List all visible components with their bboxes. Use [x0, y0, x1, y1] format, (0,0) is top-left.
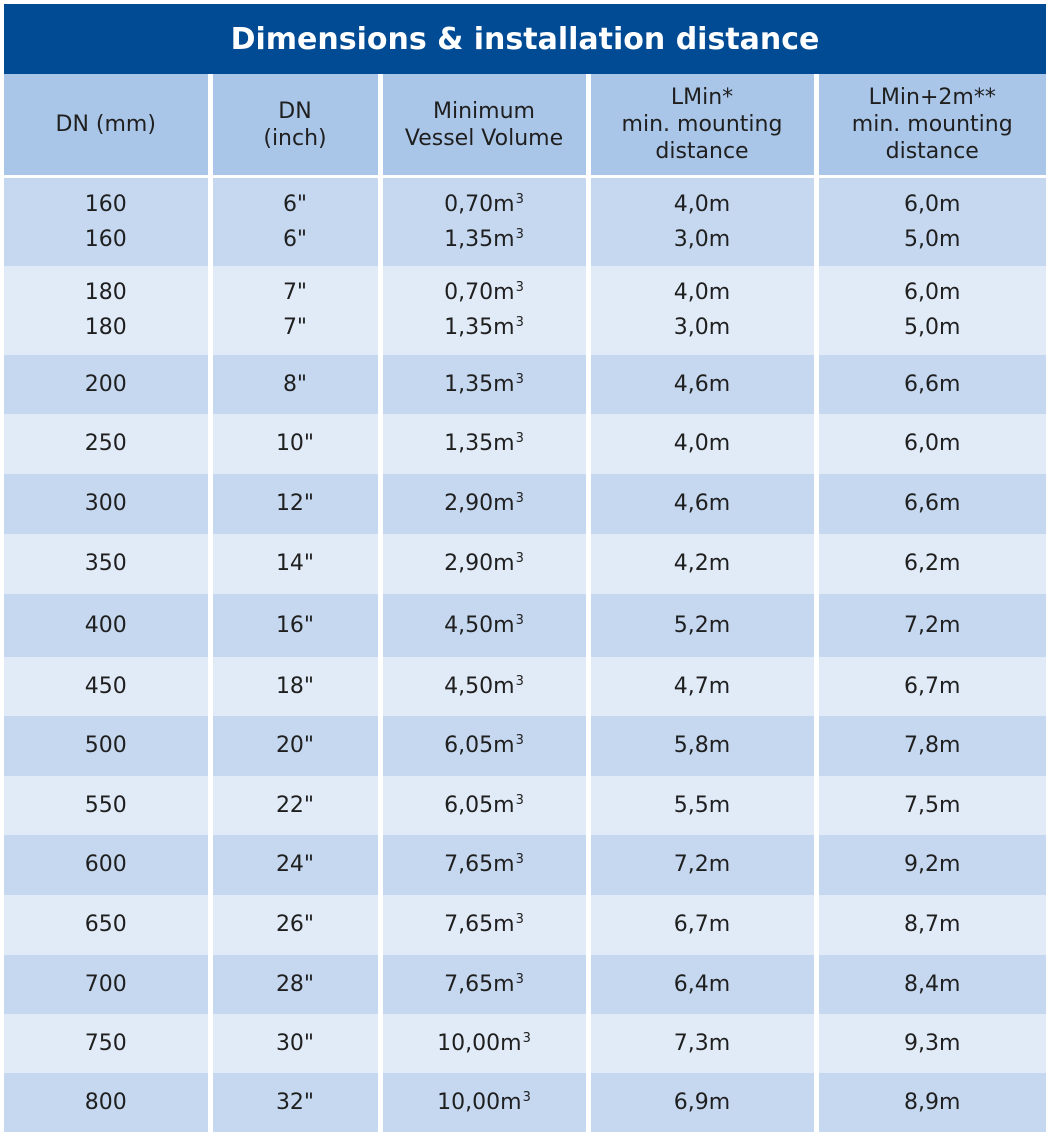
cell-volume — [380, 177, 588, 266]
volume-value — [383, 669, 586, 704]
cell-value: 200 — [84, 371, 127, 397]
cell-lmin — [588, 1073, 816, 1132]
volume-value — [383, 187, 586, 222]
cell-value: 6" — [282, 191, 308, 217]
cell-lmin — [588, 474, 816, 534]
cell-lmin — [588, 534, 816, 594]
cubic-superscript: 3 — [515, 551, 524, 566]
volume-value — [383, 967, 586, 1002]
cell-dn-inch — [210, 716, 380, 776]
volume-value — [383, 310, 586, 345]
cell-value: 24" — [275, 852, 315, 877]
cell-dn-mm — [4, 657, 210, 716]
volume-number: 0,70m — [444, 191, 515, 217]
header-text-line: Minimum — [433, 98, 535, 124]
header-text-line: DN (mm) — [55, 112, 156, 137]
cubic-superscript: 3 — [515, 912, 524, 927]
cell-value: 16" — [275, 612, 315, 638]
cell-value: 5,0m — [904, 315, 961, 340]
cell-lmin — [588, 776, 816, 835]
cell-value: 7" — [282, 280, 308, 305]
table-row — [4, 776, 1046, 835]
cell-dn-inch — [210, 474, 380, 534]
cell-value: 6" — [282, 226, 308, 252]
cell-lmin — [588, 355, 816, 414]
cubic-superscript: 3 — [515, 191, 524, 207]
header-text-line: min. mounting — [621, 112, 783, 137]
cell-volume — [380, 1014, 588, 1073]
cell-lmin — [588, 835, 816, 895]
cell-dn-inch — [210, 1014, 380, 1073]
cell-value: 5,0m — [904, 226, 961, 252]
header-lmin-2m — [816, 74, 1046, 177]
cell-value: 20" — [275, 733, 315, 758]
cell-lmin2 — [816, 895, 1046, 955]
cell-value: 6,7m — [673, 912, 731, 937]
table-row — [4, 895, 1046, 955]
cell-value: 180 — [84, 315, 127, 340]
volume-value — [383, 367, 586, 402]
table-title: Dimensions & installation distance — [4, 4, 1046, 74]
table-row — [4, 266, 1046, 355]
cell-lmin2 — [816, 1073, 1046, 1132]
volume-number: 1,35m — [444, 431, 515, 456]
cell-value: 700 — [84, 971, 127, 997]
cell-lmin — [588, 266, 816, 355]
cell-lmin2 — [816, 955, 1046, 1014]
cell-volume — [380, 716, 588, 776]
cell-value: 450 — [84, 673, 127, 699]
volume-number: 1,35m — [444, 371, 515, 397]
cell-volume — [380, 534, 588, 594]
cell-lmin2 — [816, 1014, 1046, 1073]
cubic-superscript: 3 — [515, 673, 524, 689]
cell-value: 6,6m — [904, 491, 961, 516]
cell-dn-mm — [4, 895, 210, 955]
volume-number: 10,00m — [437, 1089, 522, 1115]
header-text-line: DN — [278, 98, 312, 124]
cell-value: 32" — [275, 1089, 315, 1115]
cell-lmin — [588, 895, 816, 955]
cubic-superscript: 3 — [515, 226, 524, 242]
cell-dn-mm — [4, 414, 210, 474]
volume-value — [383, 608, 586, 643]
table-row — [4, 1073, 1046, 1132]
cell-lmin2 — [816, 534, 1046, 594]
cell-value: 4,7m — [673, 673, 731, 699]
volume-number: 10,00m — [437, 1030, 522, 1056]
cell-value: 8,9m — [904, 1089, 961, 1115]
cell-value: 8" — [282, 371, 308, 397]
header-min-volume — [380, 74, 588, 177]
cell-value: 3,0m — [673, 315, 731, 340]
volume-number: 7,65m — [444, 971, 515, 997]
cell-value: 5,2m — [673, 612, 731, 638]
cell-dn-mm — [4, 594, 210, 657]
cell-value: 600 — [84, 852, 127, 877]
cell-lmin2 — [816, 776, 1046, 835]
cell-lmin2 — [816, 716, 1046, 776]
cell-value: 300 — [84, 491, 127, 516]
cell-value: 6,9m — [673, 1089, 731, 1115]
table-row — [4, 657, 1046, 716]
cell-value: 30" — [275, 1030, 315, 1056]
volume-number: 7,65m — [444, 852, 515, 877]
cell-value: 250 — [84, 431, 127, 456]
cell-dn-inch — [210, 835, 380, 895]
cell-dn-inch — [210, 414, 380, 474]
cell-value: 4,6m — [673, 371, 731, 397]
cell-dn-mm — [4, 534, 210, 594]
cubic-superscript: 3 — [515, 315, 524, 330]
cell-volume — [380, 355, 588, 414]
cell-lmin2 — [816, 414, 1046, 474]
table-row — [4, 177, 1046, 266]
cell-dn-mm — [4, 955, 210, 1014]
cell-value: 26" — [275, 912, 315, 937]
header-text-line: LMin* — [670, 85, 734, 110]
cell-value: 4,0m — [673, 280, 731, 305]
volume-value — [383, 222, 586, 257]
cell-lmin2 — [816, 177, 1046, 266]
header-text-line: distance — [655, 139, 749, 164]
cell-value: 7,8m — [904, 733, 961, 758]
volume-number: 4,50m — [444, 612, 515, 638]
table-row — [4, 716, 1046, 776]
cell-dn-mm — [4, 266, 210, 355]
cell-value: 7,2m — [673, 852, 731, 877]
cell-dn-mm — [4, 474, 210, 534]
cell-lmin2 — [816, 266, 1046, 355]
cell-value: 400 — [84, 612, 127, 638]
volume-value — [383, 486, 586, 521]
cell-value: 22" — [275, 792, 315, 818]
volume-number: 6,05m — [444, 792, 515, 818]
cell-dn-inch — [210, 594, 380, 657]
cell-value: 180 — [84, 280, 127, 305]
volume-value — [383, 1026, 586, 1061]
cell-dn-mm — [4, 355, 210, 414]
cell-volume — [380, 835, 588, 895]
cell-value: 8,7m — [904, 912, 961, 937]
cell-volume — [380, 657, 588, 716]
volume-number: 4,50m — [444, 673, 515, 699]
cell-value: 6,6m — [904, 371, 961, 397]
cell-value: 7" — [282, 315, 308, 340]
cubic-superscript: 3 — [515, 971, 524, 987]
volume-number: 1,35m — [444, 226, 515, 252]
cell-value: 4,0m — [673, 191, 731, 217]
cell-lmin — [588, 716, 816, 776]
cell-dn-mm — [4, 1014, 210, 1073]
cell-dn-inch — [210, 266, 380, 355]
header-text-line: Vessel Volume — [404, 125, 564, 151]
cell-volume — [380, 594, 588, 657]
volume-value — [383, 1085, 586, 1120]
volume-number: 7,65m — [444, 912, 515, 937]
cell-dn-mm — [4, 1073, 210, 1132]
volume-value — [383, 788, 586, 823]
cell-value: 3,0m — [673, 226, 731, 252]
volume-value — [383, 546, 586, 581]
cell-value: 6,7m — [904, 673, 961, 699]
cell-value: 12" — [275, 491, 315, 516]
header-text-line: (inch) — [263, 125, 327, 151]
table-row — [4, 355, 1046, 414]
cubic-superscript: 3 — [522, 1089, 531, 1105]
cell-value: 7,5m — [904, 792, 961, 818]
cell-lmin2 — [816, 835, 1046, 895]
cell-volume — [380, 776, 588, 835]
table-row — [4, 414, 1046, 474]
cell-dn-inch — [210, 657, 380, 716]
cubic-superscript: 3 — [522, 1030, 531, 1046]
volume-number: 6,05m — [444, 733, 515, 758]
cell-lmin2 — [816, 355, 1046, 414]
volume-value — [383, 907, 586, 942]
cell-lmin — [588, 177, 816, 266]
cubic-superscript: 3 — [515, 431, 524, 446]
cell-dn-mm — [4, 716, 210, 776]
cell-value: 550 — [84, 792, 127, 818]
cell-lmin — [588, 657, 816, 716]
cell-lmin — [588, 414, 816, 474]
header-dn-inch — [210, 74, 380, 177]
volume-number: 2,90m — [444, 491, 515, 516]
cell-value: 9,2m — [904, 852, 961, 877]
cell-value: 14" — [275, 551, 315, 576]
cubic-superscript: 3 — [515, 491, 524, 506]
cell-value: 7,3m — [673, 1030, 731, 1056]
cell-value: 6,0m — [904, 191, 961, 217]
cell-value: 160 — [84, 226, 127, 252]
cell-dn-inch — [210, 776, 380, 835]
cell-value: 18" — [275, 673, 315, 699]
cell-value: 6,4m — [673, 971, 731, 997]
volume-number: 2,90m — [444, 551, 515, 576]
cell-dn-inch — [210, 955, 380, 1014]
cell-value: 650 — [84, 912, 127, 937]
cell-lmin — [588, 955, 816, 1014]
cell-volume — [380, 414, 588, 474]
cell-dn-inch — [210, 895, 380, 955]
cell-value: 500 — [84, 733, 127, 758]
cell-value: 4,6m — [673, 491, 731, 516]
cell-volume — [380, 474, 588, 534]
cubic-superscript: 3 — [515, 280, 524, 295]
cell-lmin2 — [816, 594, 1046, 657]
cell-value: 350 — [84, 551, 127, 576]
cell-value: 10" — [275, 431, 315, 456]
cell-value: 800 — [84, 1089, 127, 1115]
cell-dn-inch — [210, 177, 380, 266]
cell-dn-inch — [210, 1073, 380, 1132]
cell-value: 4,0m — [673, 431, 731, 456]
volume-value — [383, 728, 586, 763]
table-row — [4, 534, 1046, 594]
cell-value: 160 — [84, 191, 127, 217]
cell-dn-mm — [4, 835, 210, 895]
cell-lmin — [588, 1014, 816, 1073]
volume-number: 1,35m — [444, 315, 515, 340]
cell-value: 7,2m — [904, 612, 961, 638]
cell-value: 5,5m — [673, 792, 731, 818]
table-row — [4, 474, 1046, 534]
cell-volume — [380, 1073, 588, 1132]
cell-value: 6,2m — [904, 551, 961, 576]
cubic-superscript: 3 — [515, 371, 524, 387]
volume-value — [383, 275, 586, 310]
cell-lmin2 — [816, 657, 1046, 716]
cell-value: 8,4m — [904, 971, 961, 997]
cubic-superscript: 3 — [515, 612, 524, 628]
cell-dn-mm — [4, 177, 210, 266]
table-row — [4, 594, 1046, 657]
volume-number: 0,70m — [444, 280, 515, 305]
cell-lmin2 — [816, 474, 1046, 534]
cell-dn-inch — [210, 534, 380, 594]
header-text-line: distance — [885, 139, 979, 164]
cell-value: 5,8m — [673, 733, 731, 758]
cell-dn-inch — [210, 355, 380, 414]
cell-dn-mm — [4, 776, 210, 835]
cell-value: 750 — [84, 1030, 127, 1056]
volume-value — [383, 847, 586, 882]
table-row — [4, 1014, 1046, 1073]
cell-value: 28" — [275, 971, 315, 997]
cubic-superscript: 3 — [515, 792, 524, 808]
cell-value: 4,2m — [673, 551, 731, 576]
volume-value — [383, 426, 586, 461]
header-text-line: min. mounting — [851, 112, 1013, 137]
table-row — [4, 955, 1046, 1014]
cell-volume — [380, 266, 588, 355]
dimensions-table — [4, 74, 1046, 1132]
cubic-superscript: 3 — [515, 733, 524, 748]
cell-value: 6,0m — [904, 280, 961, 305]
cell-lmin — [588, 594, 816, 657]
header-lmin — [588, 74, 816, 177]
cell-value: 6,0m — [904, 431, 961, 456]
header-text-line: LMin+2m** — [868, 85, 996, 110]
cell-volume — [380, 955, 588, 1014]
table-row — [4, 835, 1046, 895]
cell-volume — [380, 895, 588, 955]
header-dn-mm — [4, 74, 210, 177]
header-row — [4, 74, 1046, 177]
cubic-superscript: 3 — [515, 852, 524, 867]
cell-value: 9,3m — [904, 1030, 961, 1056]
